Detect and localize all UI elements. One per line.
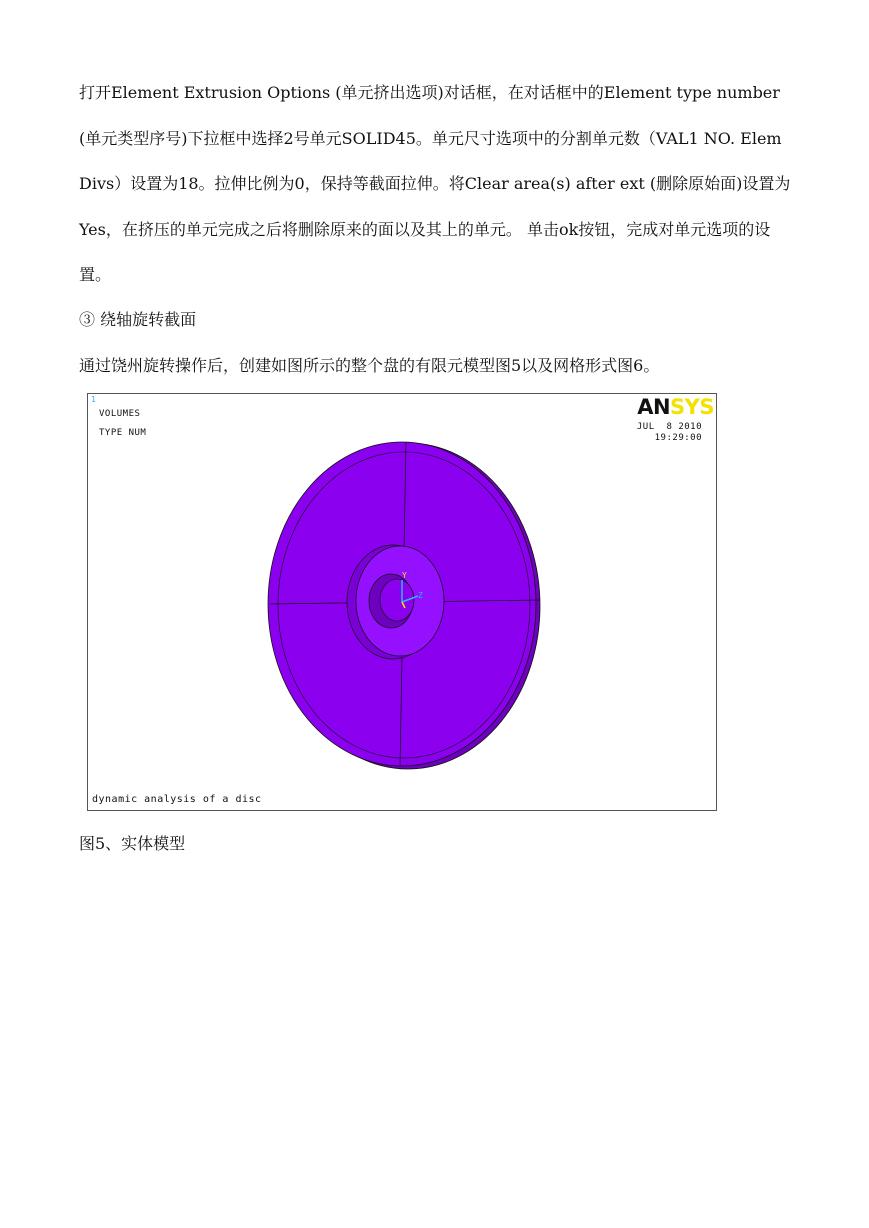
axis-y-label: Y	[402, 571, 407, 580]
disc-model	[88, 394, 716, 810]
logo-sys: SYS	[670, 395, 714, 419]
ansys-figure	[87, 393, 717, 811]
paragraph-rotation: 通过饶州旋转操作后，创建如图所示的整个盘的有限元模型图5以及网格形式图6。	[79, 356, 660, 375]
timestamp	[637, 422, 702, 444]
figure-caption: 图5、实体模型	[79, 834, 186, 853]
time-text: 19:29:00	[654, 433, 702, 443]
axis-z-label: Z	[418, 591, 423, 600]
section-heading: ③ 绕轴旋转截面	[79, 310, 197, 329]
figure-title-strip: dynamic analysis of a disc	[92, 794, 262, 805]
window-number: 1	[91, 395, 97, 404]
logo-an: AN	[637, 395, 671, 419]
label-type-num: TYPE NUM	[99, 428, 147, 438]
date-text: JUL 8 2010	[636, 422, 702, 432]
paragraph-extrusion-options: 打开Element Extrusion Options (单元挤出选项)对话框，在对话框中的Element type number (单元类型序号)下拉框中选择2号单元SOLID45。单元尺寸选项中的分割单元数（VAL1 NO. Elem Divs）设置为18。拉伸比例为0，保持等截面拉伸。将Clear area(s) after ext (删除原始面)设置为Yes，在挤压的单元完成之后将删除原来的面以及其上的单元。 单击ok按钮，完成对单元选项的设置。	[79, 83, 791, 284]
ansys-logo	[637, 395, 714, 419]
label-volumes: VOLUMES	[99, 409, 141, 419]
